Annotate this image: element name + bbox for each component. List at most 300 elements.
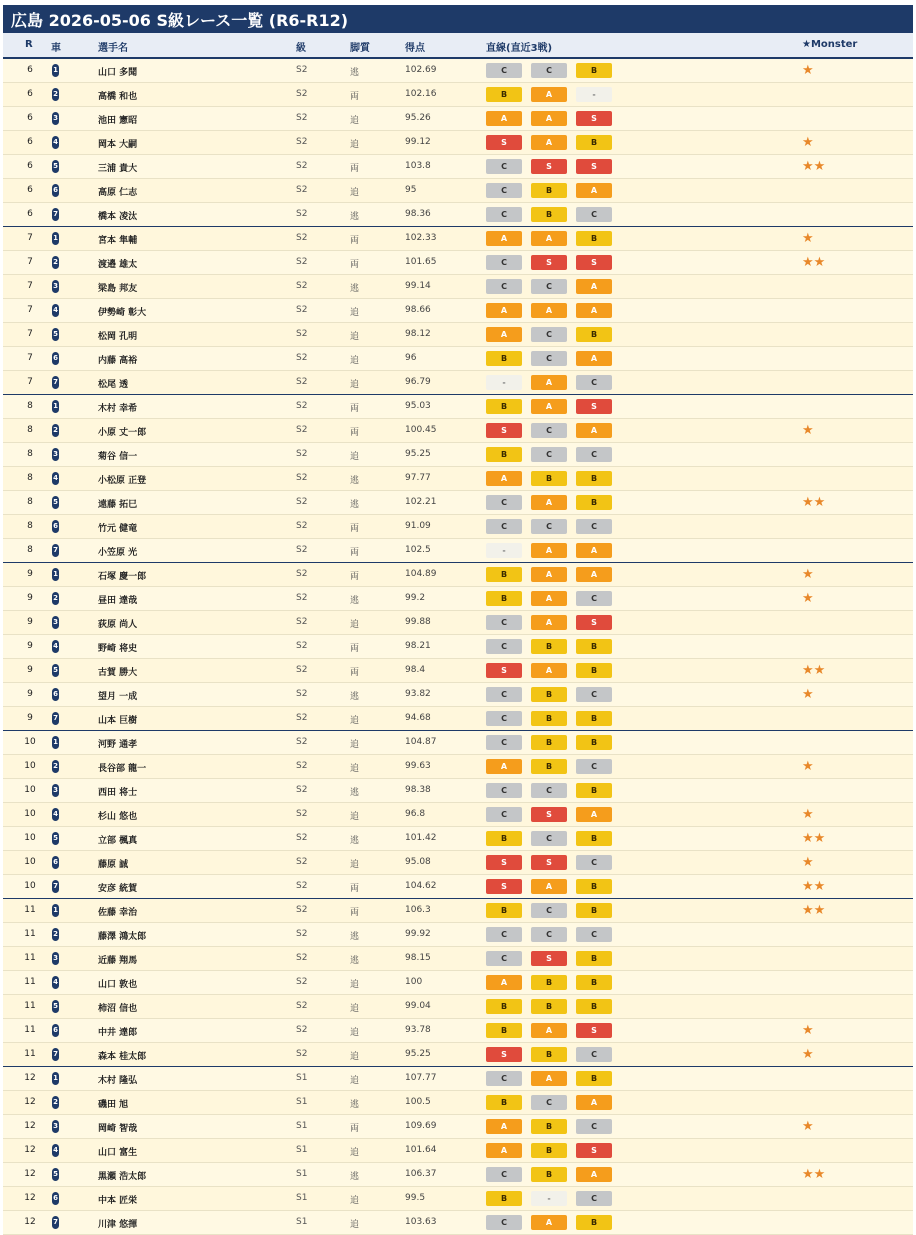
racer-grade: S1 xyxy=(296,1097,308,1107)
racer-style: 逃 xyxy=(350,212,360,222)
recent-result-badge: C xyxy=(486,615,522,630)
racer-score: 97.77 xyxy=(405,473,431,483)
recent-result-badge: C xyxy=(531,519,567,534)
racer-name[interactable]: 古賀 勝大 xyxy=(98,668,138,678)
racer-grade: S2 xyxy=(296,641,308,651)
car-number-badge: 5 xyxy=(52,496,59,509)
table-row[interactable] xyxy=(3,995,913,1019)
recent-result-badge: B xyxy=(486,903,522,918)
racer-score: 98.38 xyxy=(405,785,431,795)
racer-style: 両 xyxy=(350,1124,360,1134)
table-row[interactable] xyxy=(3,755,913,779)
racer-style: 逃 xyxy=(350,956,360,966)
racer-score: 101.65 xyxy=(405,257,437,267)
table-row[interactable] xyxy=(3,419,913,443)
monster-star-icon: ★★ xyxy=(802,879,826,894)
racer-score: 99.14 xyxy=(405,281,431,291)
racer-style: 追 xyxy=(350,140,360,150)
racer-name[interactable]: 三浦 貴大 xyxy=(98,164,138,174)
racer-grade: S2 xyxy=(296,305,308,315)
page-title: 広島 2026-05-06 S級レース一覧 (R6-R12) xyxy=(11,11,349,30)
recent-result-badge: A xyxy=(531,135,567,150)
racer-style: 追 xyxy=(350,1028,360,1038)
car-number-badge: 4 xyxy=(52,136,59,149)
racer-style: 両 xyxy=(350,404,360,414)
table-row[interactable] xyxy=(3,323,913,347)
table-body xyxy=(3,59,913,1235)
racer-grade: S2 xyxy=(296,329,308,339)
recent-result-badge: A xyxy=(576,567,612,582)
recent-result-badge: S xyxy=(531,255,567,270)
racer-name[interactable]: 橋本 凌汰 xyxy=(98,212,138,222)
race-number: 12 xyxy=(24,1121,36,1131)
table-row[interactable] xyxy=(3,803,913,827)
recent-result-badge: C xyxy=(576,687,612,702)
race-number: 10 xyxy=(24,881,36,891)
racer-name[interactable]: 佐藤 幸治 xyxy=(98,908,138,918)
race-number: 11 xyxy=(24,929,36,939)
table-row[interactable] xyxy=(3,971,913,995)
monster-star-icon: ★ xyxy=(802,63,814,78)
racer-score: 100.5 xyxy=(405,1097,431,1107)
racer-name[interactable]: 杉山 悠也 xyxy=(98,812,138,822)
racer-grade: S2 xyxy=(296,89,308,99)
racer-name[interactable]: 河野 通孝 xyxy=(98,740,138,750)
monster-star-icon: ★ xyxy=(802,1023,814,1038)
col-grade: 級 xyxy=(296,43,306,54)
recent-result-badge: B xyxy=(576,495,612,510)
race-number: 9 xyxy=(27,713,33,723)
race-number: 6 xyxy=(27,113,33,123)
racer-score: 103.8 xyxy=(405,161,431,171)
table-row[interactable] xyxy=(3,179,913,203)
recent-result-badge: B xyxy=(486,831,522,846)
racer-name[interactable]: 安彦 統賀 xyxy=(98,884,138,894)
racer-name[interactable]: 野崎 将史 xyxy=(98,644,138,654)
recent-result-badge: C xyxy=(576,927,612,942)
racer-name[interactable]: 渡邉 雄太 xyxy=(98,260,138,270)
racer-grade: S2 xyxy=(296,617,308,627)
recent-result-badge: - xyxy=(531,1191,567,1206)
car-number-badge: 3 xyxy=(52,784,59,797)
recent-result-badge: C xyxy=(576,1191,612,1206)
racer-grade: S2 xyxy=(296,689,308,699)
recent-result-badge: B xyxy=(531,759,567,774)
table-row[interactable] xyxy=(3,1115,913,1139)
table-row[interactable] xyxy=(3,563,913,587)
table-row[interactable] xyxy=(3,467,913,491)
table-row[interactable] xyxy=(3,659,913,683)
recent-result-badge: B xyxy=(531,735,567,750)
racer-score: 95.25 xyxy=(405,1049,431,1059)
recent-result-badge: A xyxy=(486,327,522,342)
recent-result-badge: C xyxy=(576,591,612,606)
recent-result-badge: C xyxy=(486,807,522,822)
car-number-badge: 4 xyxy=(52,1144,59,1157)
recent-result-badge: B xyxy=(576,639,612,654)
table-row[interactable] xyxy=(3,899,913,923)
table-row[interactable] xyxy=(3,227,913,251)
table-row[interactable] xyxy=(3,371,913,395)
racer-name[interactable]: 昼田 達哉 xyxy=(98,596,138,606)
recent-result-badge: A xyxy=(531,399,567,414)
recent-result-badge: B xyxy=(576,735,612,750)
table-row[interactable] xyxy=(3,1163,913,1187)
race-number: 8 xyxy=(27,497,33,507)
recent-result-badge: A xyxy=(531,591,567,606)
recent-result-badge: C xyxy=(486,159,522,174)
recent-result-badge: B xyxy=(486,567,522,582)
table-row[interactable] xyxy=(3,251,913,275)
racer-score: 102.69 xyxy=(405,65,437,75)
table-row[interactable] xyxy=(3,1019,913,1043)
recent-result-badge: C xyxy=(531,927,567,942)
recent-result-badge: C xyxy=(486,1071,522,1086)
race-number: 6 xyxy=(27,185,33,195)
racer-grade: S2 xyxy=(296,569,308,579)
racer-name[interactable]: 竹元 健竜 xyxy=(98,524,138,534)
racer-name[interactable]: 山本 巨樹 xyxy=(98,716,138,726)
table-row[interactable] xyxy=(3,1187,913,1211)
table-row[interactable] xyxy=(3,851,913,875)
monster-star-icon: ★ xyxy=(802,687,814,702)
racer-name[interactable]: 木村 隆弘 xyxy=(98,1076,138,1086)
recent-result-badge: A xyxy=(531,495,567,510)
recent-result-badge: C xyxy=(531,327,567,342)
racer-name[interactable]: 中本 匠栄 xyxy=(98,1196,138,1206)
table-row[interactable] xyxy=(3,515,913,539)
table-row[interactable] xyxy=(3,779,913,803)
recent-result-badge: S xyxy=(576,159,612,174)
table-row[interactable] xyxy=(3,635,913,659)
racer-name[interactable]: 伊勢崎 彰大 xyxy=(98,308,147,318)
racer-name[interactable]: 高原 仁志 xyxy=(98,188,138,198)
recent-result-badge: A xyxy=(576,807,612,822)
racer-name[interactable]: 石塚 慶一郎 xyxy=(98,572,147,582)
racer-score: 95.08 xyxy=(405,857,431,867)
recent-result-badge: A xyxy=(486,231,522,246)
recent-result-badge: A xyxy=(531,87,567,102)
car-number-badge: 4 xyxy=(52,976,59,989)
racer-name[interactable]: 遠藤 拓巳 xyxy=(98,500,138,510)
racer-name[interactable]: 小笠原 光 xyxy=(98,548,138,558)
recent-result-badge: A xyxy=(531,111,567,126)
car-number-badge: 1 xyxy=(52,736,59,749)
recent-result-badge: S xyxy=(486,1047,522,1062)
col-monster: ★Monster xyxy=(802,39,858,50)
racer-grade: S2 xyxy=(296,425,308,435)
racer-grade: S2 xyxy=(296,1049,308,1059)
racer-grade: S2 xyxy=(296,881,308,891)
racer-score: 100.45 xyxy=(405,425,437,435)
racer-name[interactable]: 菊谷 信一 xyxy=(98,452,138,462)
racer-style: 両 xyxy=(350,164,360,174)
racer-style: 逃 xyxy=(350,596,360,606)
recent-result-badge: C xyxy=(531,903,567,918)
race-number: 10 xyxy=(24,737,36,747)
car-number-badge: 1 xyxy=(52,568,59,581)
racer-score: 99.92 xyxy=(405,929,431,939)
race-number: 7 xyxy=(27,257,33,267)
table-row[interactable] xyxy=(3,875,913,899)
recent-result-badge: B xyxy=(486,999,522,1014)
racer-style: 両 xyxy=(350,548,360,558)
table-row[interactable] xyxy=(3,155,913,179)
racer-style: 両 xyxy=(350,668,360,678)
race-number: 9 xyxy=(27,641,33,651)
table-row[interactable] xyxy=(3,347,913,371)
table-row[interactable] xyxy=(3,395,913,419)
recent-result-badge: C xyxy=(576,1047,612,1062)
racer-grade: S2 xyxy=(296,761,308,771)
car-number-badge: 5 xyxy=(52,1000,59,1013)
racer-grade: S2 xyxy=(296,1001,308,1011)
recent-result-badge: B xyxy=(486,1095,522,1110)
table-row[interactable] xyxy=(3,83,913,107)
car-number-badge: 6 xyxy=(52,688,59,701)
racer-score: 95 xyxy=(405,185,417,195)
racer-name[interactable]: 小松原 正登 xyxy=(98,476,147,486)
recent-result-badge: A xyxy=(531,663,567,678)
racer-style: 追 xyxy=(350,740,360,750)
racer-score: 96.79 xyxy=(405,377,431,387)
recent-result-badge: B xyxy=(576,1071,612,1086)
car-number-badge: 5 xyxy=(52,832,59,845)
monster-star-icon: ★★ xyxy=(802,255,826,270)
racer-score: 96 xyxy=(405,353,417,363)
racer-score: 99.63 xyxy=(405,761,431,771)
table-row[interactable] xyxy=(3,587,913,611)
race-number: 12 xyxy=(24,1145,36,1155)
recent-result-badge: S xyxy=(486,879,522,894)
monster-star-icon: ★ xyxy=(802,591,814,606)
col-name: 選手名 xyxy=(98,43,128,54)
racer-name[interactable]: 松尾 透 xyxy=(98,380,129,390)
recent-result-badge: B xyxy=(576,471,612,486)
recent-result-badge: C xyxy=(486,1215,522,1230)
racer-grade: S2 xyxy=(296,497,308,507)
table-row[interactable] xyxy=(3,1211,913,1235)
race-number: 6 xyxy=(27,161,33,171)
racer-style: 追 xyxy=(350,1220,360,1230)
racer-name[interactable]: 柿沼 信也 xyxy=(98,1004,138,1014)
racer-name[interactable]: 立部 楓真 xyxy=(98,836,138,846)
car-number-badge: 2 xyxy=(52,88,59,101)
racer-score: 107.77 xyxy=(405,1073,437,1083)
racer-name[interactable]: 宮本 隼輔 xyxy=(98,236,138,246)
monster-star-icon: ★ xyxy=(802,1047,814,1062)
racer-name[interactable]: 森本 桂太郎 xyxy=(98,1052,147,1062)
table-row[interactable] xyxy=(3,1091,913,1115)
table-row[interactable] xyxy=(3,707,913,731)
recent-result-badge: C xyxy=(531,783,567,798)
racer-name[interactable]: 西田 将士 xyxy=(98,788,138,798)
race-number: 8 xyxy=(27,425,33,435)
racer-name[interactable]: 岡崎 智哉 xyxy=(98,1124,138,1134)
racer-score: 104.87 xyxy=(405,737,437,747)
racer-name[interactable]: 近藤 翔馬 xyxy=(98,956,138,966)
racer-grade: S2 xyxy=(296,473,308,483)
recent-result-badge: C xyxy=(486,783,522,798)
race-number: 11 xyxy=(24,953,36,963)
recent-result-badge: A xyxy=(531,231,567,246)
car-number-badge: 3 xyxy=(52,616,59,629)
racer-style: 追 xyxy=(350,716,360,726)
racer-name[interactable]: 黒瀬 浩太郎 xyxy=(98,1172,147,1182)
car-number-badge: 1 xyxy=(52,1072,59,1085)
car-number-badge: 4 xyxy=(52,808,59,821)
table-row[interactable] xyxy=(3,539,913,563)
racer-name[interactable]: 内藤 高裕 xyxy=(98,356,138,366)
recent-result-badge: S xyxy=(576,399,612,414)
car-number-badge: 3 xyxy=(52,448,59,461)
racer-name[interactable]: 長谷部 龍一 xyxy=(98,764,147,774)
racer-grade: S1 xyxy=(296,1121,308,1131)
racer-name[interactable]: 藤澤 鴻太郎 xyxy=(98,932,147,942)
car-number-badge: 2 xyxy=(52,424,59,437)
table-row[interactable] xyxy=(3,107,913,131)
monster-star-icon: ★ xyxy=(802,855,814,870)
racer-name[interactable]: 山口 富生 xyxy=(98,1148,138,1158)
racer-grade: S2 xyxy=(296,833,308,843)
racer-name[interactable]: 木村 幸希 xyxy=(98,404,138,414)
recent-result-badge: A xyxy=(531,375,567,390)
race-number: 10 xyxy=(24,833,36,843)
table-row[interactable] xyxy=(3,731,913,755)
racer-style: 追 xyxy=(350,452,360,462)
table-row[interactable] xyxy=(3,1043,913,1067)
table-row[interactable] xyxy=(3,59,913,83)
table-row[interactable] xyxy=(3,275,913,299)
racer-name[interactable]: 高橋 和也 xyxy=(98,92,138,102)
racer-style: 両 xyxy=(350,428,360,438)
racer-name[interactable]: 池田 憲昭 xyxy=(98,116,138,126)
racer-name[interactable]: 望月 一成 xyxy=(98,692,138,702)
racer-style: 逃 xyxy=(350,284,360,294)
car-number-badge: 7 xyxy=(52,712,59,725)
race-number: 7 xyxy=(27,329,33,339)
table-row[interactable] xyxy=(3,611,913,635)
recent-result-badge: B xyxy=(531,1119,567,1134)
race-number: 8 xyxy=(27,473,33,483)
racer-grade: S2 xyxy=(296,377,308,387)
racer-grade: S2 xyxy=(296,1025,308,1035)
recent-result-badge: B xyxy=(486,87,522,102)
car-number-badge: 1 xyxy=(52,64,59,77)
recent-result-badge: B xyxy=(486,351,522,366)
car-number-badge: 7 xyxy=(52,1216,59,1229)
recent-result-badge: S xyxy=(486,135,522,150)
recent-result-badge: A xyxy=(531,567,567,582)
table-row[interactable] xyxy=(3,203,913,227)
racer-name[interactable]: 松岡 孔明 xyxy=(98,332,138,342)
recent-result-badge: B xyxy=(531,711,567,726)
racer-name[interactable]: 中井 達郎 xyxy=(98,1028,138,1038)
racer-name[interactable]: 藤原 誠 xyxy=(98,860,129,870)
racer-grade: S2 xyxy=(296,977,308,987)
racer-name[interactable]: 岡本 大嗣 xyxy=(98,140,138,150)
racer-style: 両 xyxy=(350,92,360,102)
racer-score: 95.26 xyxy=(405,113,431,123)
table-row[interactable] xyxy=(3,443,913,467)
monster-star-icon: ★ xyxy=(802,135,814,150)
monster-star-icon: ★ xyxy=(802,759,814,774)
racer-score: 91.09 xyxy=(405,521,431,531)
racer-score: 98.12 xyxy=(405,329,431,339)
racer-name[interactable]: 山口 多聞 xyxy=(98,68,138,78)
racer-grade: S2 xyxy=(296,785,308,795)
table-row[interactable] xyxy=(3,947,913,971)
racer-name[interactable]: 磯田 旭 xyxy=(98,1100,129,1110)
racer-grade: S2 xyxy=(296,929,308,939)
table-row[interactable] xyxy=(3,1139,913,1163)
racer-style: 追 xyxy=(350,860,360,870)
table-row[interactable] xyxy=(3,1067,913,1091)
table-row[interactable] xyxy=(3,491,913,515)
race-number: 11 xyxy=(24,977,36,987)
recent-result-badge: B xyxy=(486,591,522,606)
racer-score: 93.78 xyxy=(405,1025,431,1035)
racer-name[interactable]: 山口 敦也 xyxy=(98,980,138,990)
racer-score: 102.5 xyxy=(405,545,431,555)
racer-grade: S2 xyxy=(296,449,308,459)
race-number: 11 xyxy=(24,1001,36,1011)
table-row[interactable] xyxy=(3,131,913,155)
recent-result-badge: A xyxy=(576,543,612,558)
racer-score: 100 xyxy=(405,977,423,987)
recent-result-badge: B xyxy=(576,951,612,966)
racer-score: 104.62 xyxy=(405,881,437,891)
racer-style: 逃 xyxy=(350,692,360,702)
racer-score: 96.8 xyxy=(405,809,426,819)
race-number: 9 xyxy=(27,593,33,603)
recent-result-badge: C xyxy=(486,495,522,510)
race-number: 6 xyxy=(27,209,33,219)
racer-grade: S2 xyxy=(296,737,308,747)
racer-grade: S2 xyxy=(296,233,308,243)
racer-style: 追 xyxy=(350,764,360,774)
recent-result-badge: A xyxy=(486,303,522,318)
racer-score: 93.82 xyxy=(405,689,431,699)
racer-name[interactable]: 荻原 尚人 xyxy=(98,620,138,630)
race-number: 12 xyxy=(24,1193,36,1203)
table-row[interactable] xyxy=(3,299,913,323)
recent-result-badge: A xyxy=(576,423,612,438)
recent-result-badge: A xyxy=(531,1071,567,1086)
racer-name[interactable]: 小原 丈一郎 xyxy=(98,428,147,438)
racer-score: 101.64 xyxy=(405,1145,437,1155)
racer-style: 追 xyxy=(350,812,360,822)
table-row[interactable] xyxy=(3,827,913,851)
recent-result-badge: A xyxy=(486,975,522,990)
recent-result-badge: C xyxy=(486,687,522,702)
table-row[interactable] xyxy=(3,683,913,707)
race-number: 12 xyxy=(24,1073,36,1083)
racer-name[interactable]: 梁島 邦友 xyxy=(98,284,138,294)
racer-name[interactable]: 川津 悠揮 xyxy=(98,1220,138,1230)
table-row[interactable] xyxy=(3,923,913,947)
recent-result-badge: A xyxy=(576,303,612,318)
racer-grade: S2 xyxy=(296,545,308,555)
race-number: 6 xyxy=(27,89,33,99)
race-number: 9 xyxy=(27,617,33,627)
racer-grade: S2 xyxy=(296,257,308,267)
recent-result-badge: B xyxy=(576,1215,612,1230)
racer-style: 両 xyxy=(350,260,360,270)
recent-result-badge: B xyxy=(576,327,612,342)
monster-star-icon: ★★ xyxy=(802,663,826,678)
racer-score: 98.4 xyxy=(405,665,426,675)
